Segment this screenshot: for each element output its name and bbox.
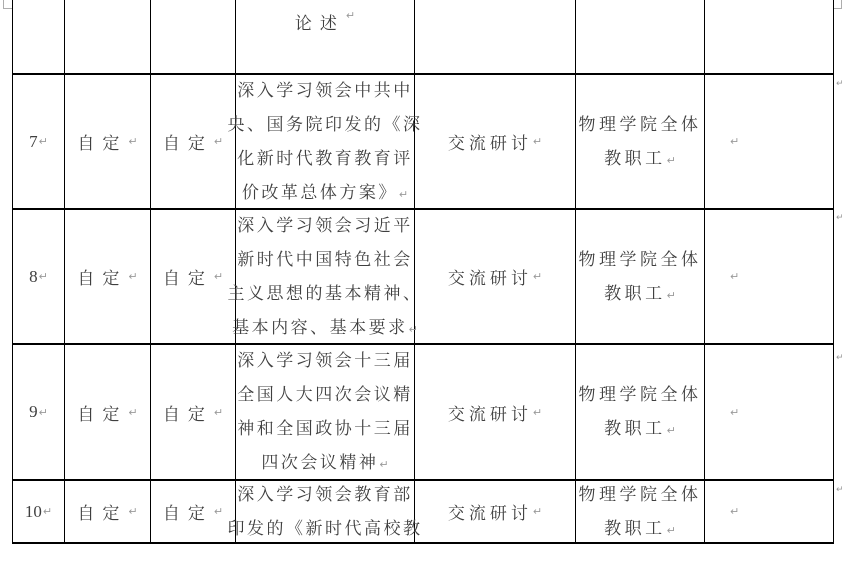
participants-line: 教职工↵ <box>604 419 676 438</box>
cell-text: 9 <box>29 402 38 421</box>
row9-col3-cell[interactable] <box>151 345 236 481</box>
paragraph-mark: ↵ <box>38 135 48 148</box>
cell-text: 自定 <box>162 134 213 153</box>
paragraph-mark: ↵ <box>38 405 48 419</box>
paragraph-mark: ↵ <box>213 405 224 419</box>
row10-number-cell[interactable] <box>13 481 65 544</box>
row9-note-cell[interactable] <box>705 345 834 481</box>
paragraph-mark: ↵ <box>345 9 356 22</box>
partial-row-note-cell[interactable] <box>705 0 834 75</box>
row8-note-cell[interactable] <box>705 210 834 345</box>
content-line: 深入学习领会教育部 <box>237 484 413 504</box>
row8-format-cell[interactable] <box>415 210 576 345</box>
content-line: 基本内容、基本要求↵ <box>232 317 418 337</box>
paragraph-mark: ↵ <box>213 270 224 283</box>
row7-note-cell[interactable] <box>705 75 834 210</box>
content-line: 新时代中国特色社会 <box>237 249 413 269</box>
end-of-row-mark: ↵ <box>836 353 844 363</box>
row7-col2-cell[interactable] <box>65 75 151 210</box>
paragraph-mark: ↵ <box>666 424 676 437</box>
paragraph-mark: ↵ <box>42 505 53 518</box>
cell-text: 自定 <box>162 504 213 523</box>
end-of-row-mark: ↵ <box>836 485 844 495</box>
participants-line: 教职工↵ <box>604 518 676 538</box>
paragraph-mark: ↵ <box>532 505 543 518</box>
content-line: 深入学习领会习近平 <box>237 215 413 235</box>
content-line: 主义思想的基本精神、 <box>227 283 423 303</box>
participants-line: 物理学院全体 <box>578 385 702 404</box>
row7-col3-cell[interactable] <box>151 75 236 210</box>
paragraph-mark: ↵ <box>128 135 138 148</box>
cell-text: 自定 <box>77 134 128 153</box>
row7-participants-cell[interactable] <box>576 75 705 210</box>
paragraph-mark: ↵ <box>730 405 740 419</box>
content-line: 化新时代教育教育评 <box>237 148 413 168</box>
content-line: 全国人大四次会议精 <box>237 385 413 404</box>
paragraph-mark: ↵ <box>213 135 224 148</box>
paragraph-mark: ↵ <box>128 270 138 283</box>
row8-content-cell[interactable] <box>227 210 423 345</box>
cell-text: 自定 <box>162 269 213 288</box>
content-line: 神和全国政协十三届 <box>237 419 413 438</box>
row8-number-cell[interactable] <box>13 210 65 345</box>
cell-text: 自定 <box>77 404 128 424</box>
row9-format-cell[interactable] <box>415 345 576 481</box>
participants-line: 物理学院全体 <box>578 249 702 269</box>
end-of-row-mark: ↵ <box>836 213 844 223</box>
paragraph-mark: ↵ <box>666 288 676 302</box>
content-line: 印发的《新时代高校教 <box>227 518 423 538</box>
row9-col2-cell[interactable] <box>65 345 151 481</box>
paragraph-mark: ↵ <box>730 135 740 148</box>
paragraph-mark: ↵ <box>213 505 224 518</box>
cell-text: 交流研讨 <box>447 504 532 523</box>
row7-format-cell[interactable] <box>415 75 576 210</box>
cell-text: 10 <box>24 501 42 521</box>
participants-line: 教职工↵ <box>604 148 676 168</box>
partial-row-participants-cell[interactable] <box>576 0 705 75</box>
row10-col3-cell[interactable] <box>151 481 236 544</box>
cell-text: 论述 <box>294 14 345 33</box>
paragraph-mark: ↵ <box>379 458 389 471</box>
end-of-row-mark: ↵ <box>836 79 844 89</box>
paragraph-mark: ↵ <box>666 153 676 167</box>
participants-line: 物理学院全体 <box>578 114 702 134</box>
partial-row-content-cell[interactable] <box>236 0 415 75</box>
partial-row-col2-cell[interactable] <box>65 0 151 75</box>
row7-number-cell[interactable] <box>13 75 65 210</box>
row7-content-cell[interactable] <box>227 75 423 210</box>
cell-text: 7 <box>29 131 38 151</box>
participants-line: 物理学院全体 <box>578 484 702 504</box>
paragraph-mark: ↵ <box>730 270 740 283</box>
cell-text: 自定 <box>162 404 213 424</box>
row9-content-cell[interactable] <box>236 345 415 481</box>
content-line: 央、国务院印发的《深 <box>227 114 423 134</box>
cell-text: 自定 <box>77 504 128 523</box>
activity-plan-table <box>12 0 834 544</box>
paragraph-mark: ↵ <box>128 505 138 518</box>
paragraph-mark: ↵ <box>730 505 740 518</box>
paragraph-mark: ↵ <box>666 523 676 537</box>
paragraph-mark: ↵ <box>532 135 543 148</box>
row10-format-cell[interactable] <box>415 481 576 544</box>
content-line: 深入学习领会中共中 <box>237 80 413 100</box>
cell-text: 自定 <box>77 269 128 288</box>
partial-row-number-cell[interactable] <box>13 0 65 75</box>
paragraph-mark: ↵ <box>532 405 543 419</box>
cell-text: 交流研讨 <box>447 134 532 153</box>
row8-col3-cell[interactable] <box>151 210 236 345</box>
content-line: 四次会议精神↵ <box>261 453 389 472</box>
cell-text: 8 <box>29 266 38 286</box>
row9-number-cell[interactable] <box>13 345 65 481</box>
paragraph-mark: ↵ <box>408 322 418 336</box>
content-line: 深入学习领会十三届 <box>237 351 413 370</box>
cell-text: 交流研讨 <box>447 404 532 424</box>
paragraph-mark: ↵ <box>38 270 48 283</box>
row10-content-cell[interactable] <box>227 481 423 544</box>
row8-participants-cell[interactable] <box>576 210 705 345</box>
row10-participants-cell[interactable] <box>576 481 705 544</box>
row8-col2-cell[interactable] <box>65 210 151 345</box>
partial-row-col3-cell[interactable] <box>151 0 236 75</box>
paragraph-mark: ↵ <box>532 270 543 283</box>
row9-participants-cell[interactable] <box>576 345 705 481</box>
row10-note-cell[interactable] <box>705 481 834 544</box>
partial-row-format-cell[interactable] <box>415 0 576 75</box>
paragraph-mark: ↵ <box>128 405 138 419</box>
row10-col2-cell[interactable] <box>65 481 151 544</box>
content-line: 价改革总体方案》↵ <box>241 182 409 202</box>
participants-line: 教职工↵ <box>604 283 676 303</box>
cell-text: 交流研讨 <box>447 269 532 288</box>
paragraph-mark: ↵ <box>398 187 409 201</box>
